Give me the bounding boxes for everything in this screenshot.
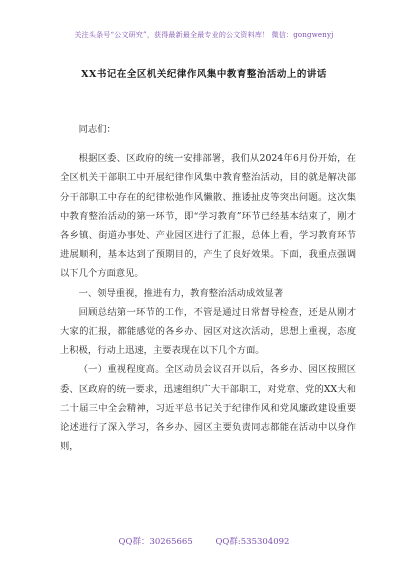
paragraph-point-1: （一）重视程度高。全区动员会议召开以后，各乡办、园区按照区委、区政府的统一要求，迅速组织广大干部职工，对党章、党的XX大和二十届三中全会精神，习近平总书记关于纪律作风和党风廉政建设重要论述进行了深入学习，各乡办、园区主要负责同志都能在活动中以身作则，: [60, 364, 356, 453]
header-promo-note: 关注头条号“公文研究”，获得最新最全最专业的公文资料库！ 微信：gongwenyj: [74, 31, 334, 39]
footer-contact: [0, 535, 408, 547]
paragraph-intro: 根据区委、区政府的统一安排部署，我们从2024年6月份开始，在全区机关干部职工中开展纪律作风集中教育整治活动，目的就是解决部分干部职工中存在的纪律松弛作风懒散、推诿扯皮等突出问题。这次集中教育整治活动的第一环节，即“学习教育”环节已经基本结束了，刚才各乡镇、街道办事处、产业园区进行了汇报，总体上看，学习教育环节进展顺利，基本达到了预期目的，产生了良好效果。下面，我重点强调以下几个方面意见。: [60, 153, 356, 280]
footer-qq-group-2: QQ群:535304092: [215, 537, 290, 547]
document-body: [60, 120, 356, 456]
document-title: XX书记在全区机关纪律作风集中教育整治活动上的讲话: [81, 69, 327, 80]
footer-qq-group-1: QQ群：30265665: [118, 537, 193, 547]
paragraph-review: 回顾总结第一环节的工作，不管是通过日常督导检查，还是从刚才大家的汇报，都能感觉的各乡办、园区对这次活动，思想上重视，态度上积极，行动上迅速，主要表现在以下几个方面。: [60, 306, 356, 357]
section-heading-1: 一、领导重视，推进有力，教育整治活动成效显著: [78, 287, 284, 299]
salutation: 同志们：: [78, 124, 116, 135]
